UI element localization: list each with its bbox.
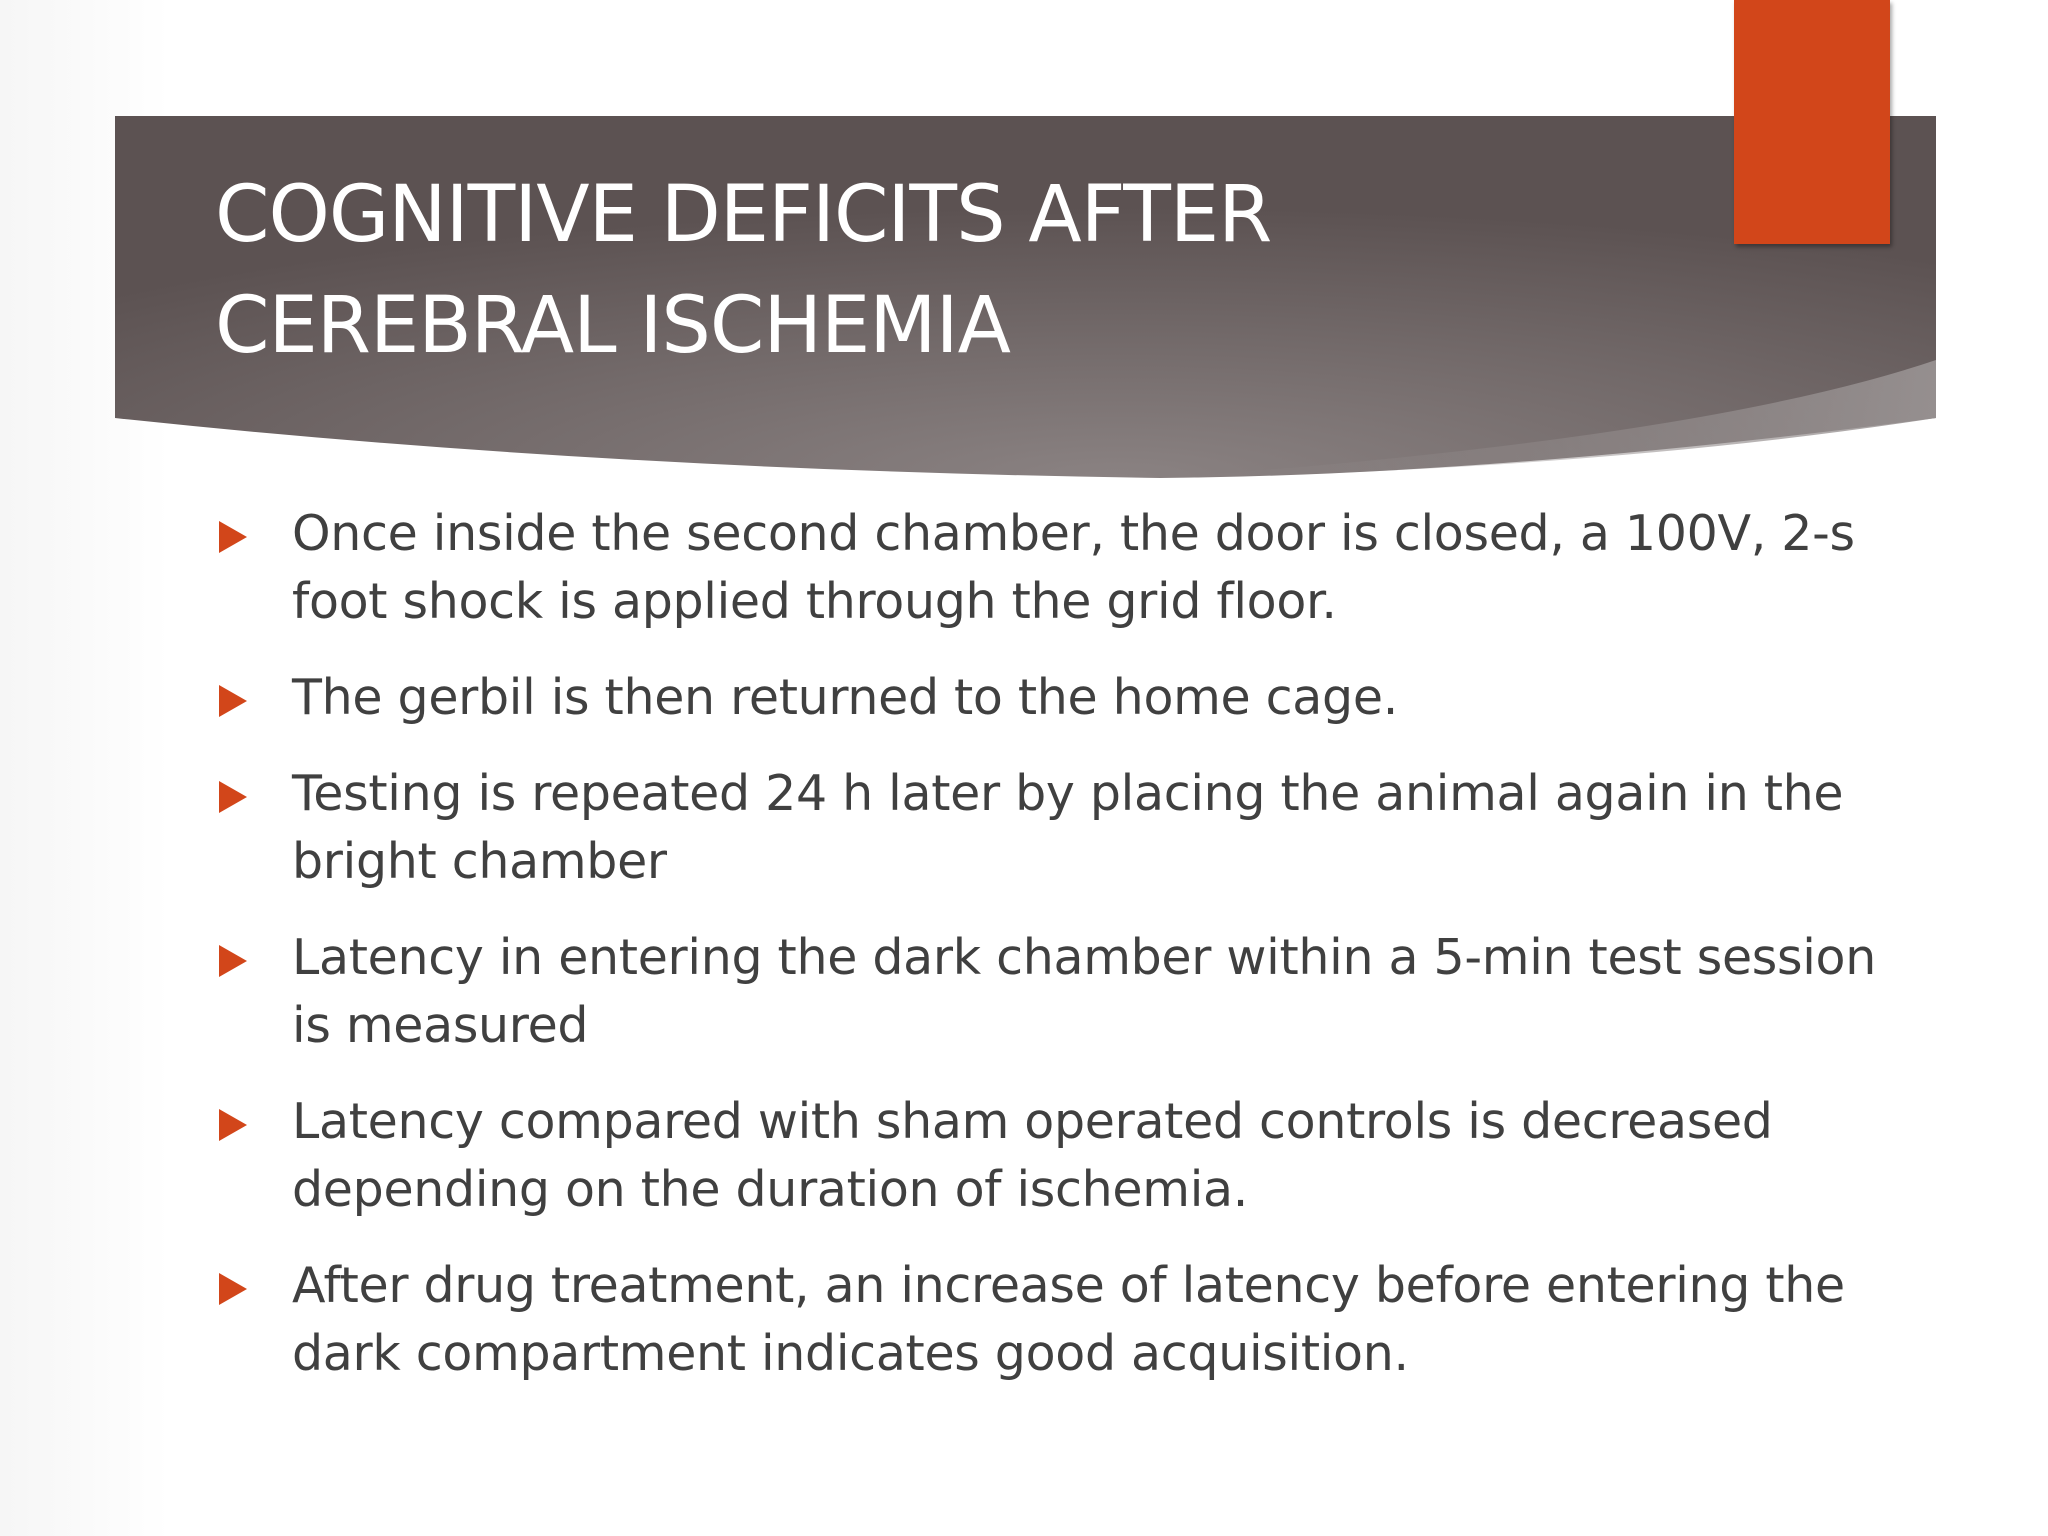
bullet-item [215, 924, 1895, 1060]
bullet-item [215, 500, 1895, 636]
bullet-text: Latency in entering the dark chamber within a 5-min test session is measured [292, 929, 1876, 1054]
bullet-text: Once inside the second chamber, the door is closed, a 100V, 2-s foot shock is applied through the grid floor. [292, 505, 1855, 630]
bullet-list [215, 500, 1895, 1416]
bullet-item [215, 664, 1895, 732]
bullet-item [215, 1088, 1895, 1224]
slide-title-line-2: CEREBRAL ISCHEMIA [215, 281, 1010, 371]
bullet-item [215, 1252, 1895, 1388]
triangle-right-icon [219, 1273, 247, 1305]
bullet-item [215, 760, 1895, 896]
triangle-right-icon [219, 521, 247, 553]
triangle-right-icon [219, 781, 247, 813]
triangle-right-icon [219, 1109, 247, 1141]
bullet-text: The gerbil is then returned to the home cage. [292, 669, 1398, 726]
slide-title-line-1: COGNITIVE DEFICITS AFTER [215, 170, 1272, 260]
accent-tab [1734, 0, 1890, 244]
bullet-text: Latency compared with sham operated controls is decreased depending on the duration of ischemia. [292, 1093, 1773, 1218]
triangle-right-icon [219, 685, 247, 717]
bullet-text: After drug treatment, an increase of latency before entering the dark compartment indicates good acquisition. [292, 1257, 1845, 1382]
triangle-right-icon [219, 945, 247, 977]
slide-title [215, 160, 1665, 382]
bullet-text: Testing is repeated 24 h later by placing the animal again in the bright chamber [292, 765, 1844, 890]
